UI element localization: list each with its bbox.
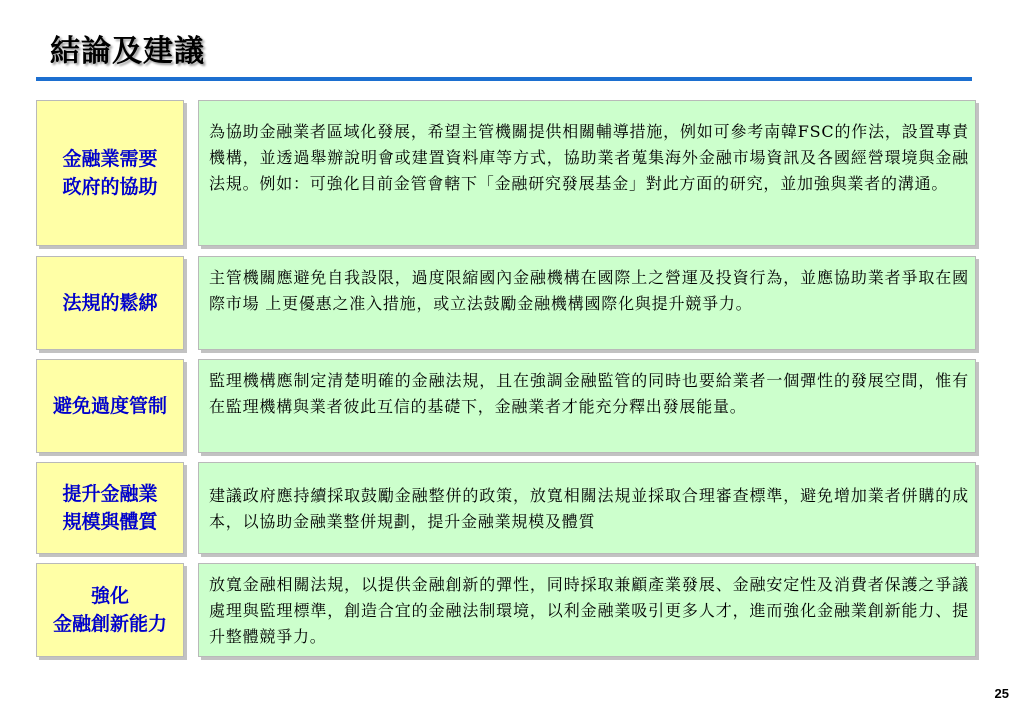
row-text-government-assistance: 為協助金融業者區域化發展，希望主管機關提供相關輔導措施，例如可參考南韓FSC的作法，設置專責機構，並透過舉辦說明會或建置資料庫等方式，協助業者蒐集海外金融市場資訊及各國經營環境與金融法規。例如：可強化目前金管會轄下「金融研究發展基金」對此方面的研究，並加強與業者的溝通。 (198, 100, 976, 246)
page-number: 25 (994, 686, 1009, 701)
row-text-scale-and-quality: 建議政府應持續採取鼓勵金融整併的政策，放寬相關法規並採取合理審查標準，避免增加業者併購的成本，以協助金融業整併規劃，提升金融業規模及體質 (198, 462, 976, 554)
row-label-avoid-overregulation: 避免過度管制 (36, 359, 184, 453)
conclusion-row-3 (36, 359, 976, 453)
title-divider (36, 77, 972, 81)
row-label-scale-and-quality: 提升金融業 規模與體質 (36, 462, 184, 554)
conclusion-row-1 (36, 100, 976, 246)
row-label-deregulation: 法規的鬆綁 (36, 256, 184, 350)
row-label-government-assistance: 金融業需要 政府的協助 (36, 100, 184, 246)
conclusion-row-2 (36, 256, 976, 350)
page-title: 結論及建議 (50, 34, 205, 69)
row-text-financial-innovation: 放寬金融相關法規，以提供金融創新的彈性，同時採取兼顧產業發展、金融安定性及消費者保護之爭議處理與監理標準，創造合宜的金融法制環境，以利金融業吸引更多人才，進而強化金融業創新能力、提升整體競爭力。 (198, 563, 976, 657)
conclusion-row-4 (36, 462, 976, 554)
row-label-financial-innovation: 強化 金融創新能力 (36, 563, 184, 657)
conclusion-row-5 (36, 563, 976, 657)
row-text-avoid-overregulation: 監理機構應制定清楚明確的金融法規，且在強調金融監管的同時也要給業者一個彈性的發展空間，惟有在監理機構與業者彼此互信的基礎下，金融業者才能充分釋出發展能量。 (198, 359, 976, 453)
row-text-deregulation: 主管機關應避免自我設限，過度限縮國內金融機構在國際上之營運及投資行為，並應協助業者爭取在國際市場 上更優惠之准入措施，或立法鼓勵金融機構國際化與提升競爭力。 (198, 256, 976, 350)
